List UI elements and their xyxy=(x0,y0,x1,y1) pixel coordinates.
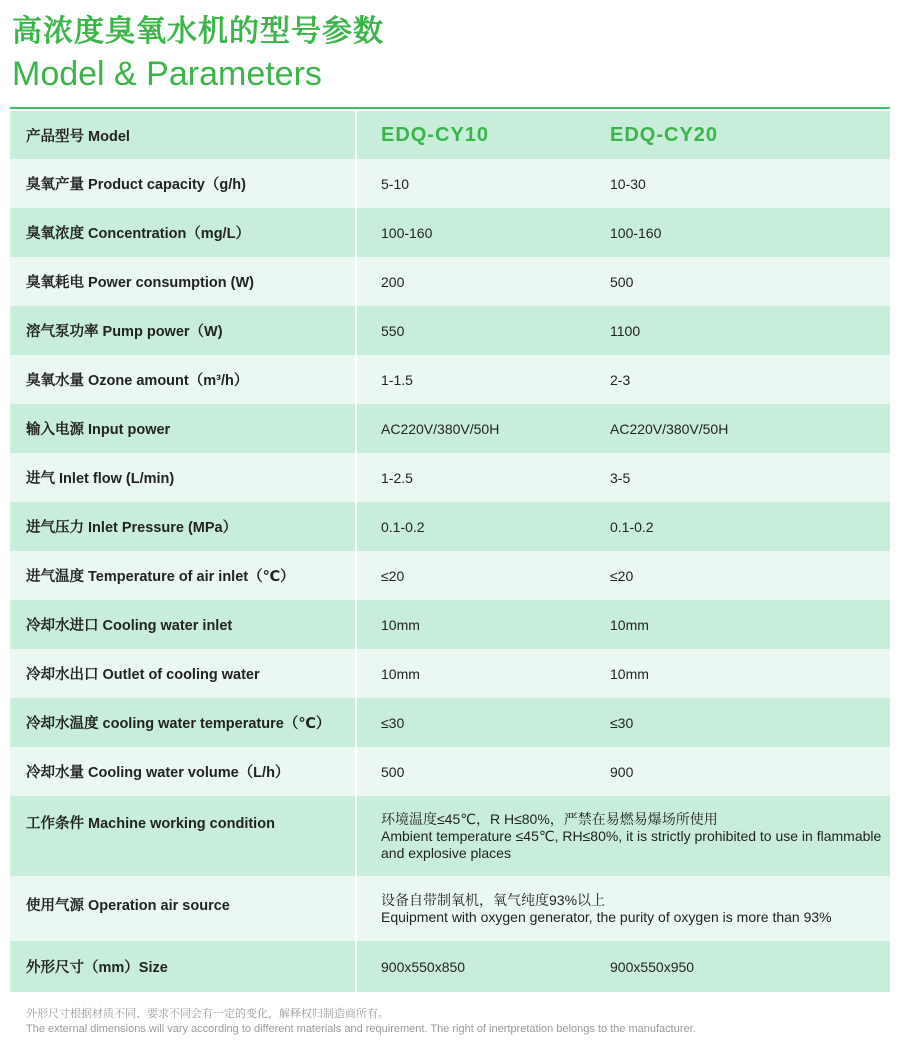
value-cy10: 10mm xyxy=(356,649,586,698)
table-row xyxy=(10,404,890,453)
value-cy20: ≤30 xyxy=(586,698,890,747)
value-cy10: AC220V/380V/50H xyxy=(356,404,586,453)
row-label: 冷却水进口 Cooling water inlet xyxy=(10,600,356,649)
value-cy20: ≤20 xyxy=(586,551,890,600)
row-label: 臭氧水量 Ozone amount（m³/h） xyxy=(10,355,356,404)
value-cy10: 550 xyxy=(356,306,586,355)
table-row xyxy=(10,208,890,257)
row-label: 臭氧产量 Product capacity（g/h) xyxy=(10,159,356,208)
title-english: Model & Parameters xyxy=(12,55,322,93)
footnote xyxy=(26,1007,886,1037)
table-row xyxy=(10,257,890,306)
table-row-working-condition xyxy=(10,796,890,876)
value-cy20: AC220V/380V/50H xyxy=(586,404,890,453)
table-row xyxy=(10,649,890,698)
value-cy10: 200 xyxy=(356,257,586,306)
row-label: 进气温度 Temperature of air inlet（℃） xyxy=(10,551,356,600)
value-cy10: 500 xyxy=(356,747,586,796)
row-label: 进气 Inlet flow (L/min) xyxy=(10,453,356,502)
row-label: 外形尺寸（mm）Size xyxy=(10,941,356,992)
working-condition-en: Ambient temperature ≤45℃, RH≤80%, it is strictly prohibited to use in flammable and explosive places xyxy=(381,827,882,861)
table-row-size xyxy=(10,941,890,992)
working-condition-value xyxy=(356,796,890,876)
value-cy20: 3-5 xyxy=(586,453,890,502)
working-condition-cn: 环境温度≤45℃，R H≤80%，严禁在易燃易爆场所使用 xyxy=(381,810,718,827)
value-cy20: 100-160 xyxy=(586,208,890,257)
model-cy20: EDQ-CY20 xyxy=(586,111,890,159)
row-label: 冷却水温度 cooling water temperature（℃） xyxy=(10,698,356,747)
value-cy10: 0.1-0.2 xyxy=(356,502,586,551)
row-label: 进气压力 Inlet Pressure (MPa） xyxy=(10,502,356,551)
table-row xyxy=(10,159,890,208)
table-row xyxy=(10,355,890,404)
title-chinese: 高浓度臭氧水机的型号参数 xyxy=(12,14,384,49)
header-divider xyxy=(10,107,890,109)
table-row xyxy=(10,453,890,502)
footnote-en: The external dimensions will vary according to different materials and requirement. The right of inertpretation belongs to the manufacturer. xyxy=(26,1023,696,1035)
value-cy10: ≤20 xyxy=(356,551,586,600)
row-label: 产品型号 Model xyxy=(10,111,356,159)
page-header xyxy=(12,12,384,94)
table-row xyxy=(10,600,890,649)
value-cy20: 900x550x950 xyxy=(586,941,890,992)
row-label: 使用气源 Operation air source xyxy=(10,876,356,941)
value-cy20: 10-30 xyxy=(586,159,890,208)
model-cy10: EDQ-CY10 xyxy=(356,111,586,159)
row-label: 臭氧浓度 Concentration（mg/L） xyxy=(10,208,356,257)
value-cy20: 500 xyxy=(586,257,890,306)
row-label: 工作条件 Machine working condition xyxy=(10,796,356,876)
row-label: 冷却水出口 Outlet of cooling water xyxy=(10,649,356,698)
value-cy10: 10mm xyxy=(356,600,586,649)
value-cy10: 5-10 xyxy=(356,159,586,208)
value-cy10: 1-1.5 xyxy=(356,355,586,404)
table-row xyxy=(10,551,890,600)
table-row xyxy=(10,698,890,747)
row-label: 溶气泵功率 Pump power（W) xyxy=(10,306,356,355)
value-cy10: 100-160 xyxy=(356,208,586,257)
value-cy10: 1-2.5 xyxy=(356,453,586,502)
parameters-table xyxy=(10,111,890,992)
row-label: 冷却水量 Cooling water volume（L/h） xyxy=(10,747,356,796)
table-row xyxy=(10,502,890,551)
row-label: 臭氧耗电 Power consumption (W) xyxy=(10,257,356,306)
value-cy10: 900x550x850 xyxy=(356,941,586,992)
table-row xyxy=(10,747,890,796)
table-row-air-source xyxy=(10,876,890,941)
value-cy20: 2-3 xyxy=(586,355,890,404)
air-source-cn: 设备自带制氧机，氧气纯度93%以上 xyxy=(381,891,606,908)
row-label: 输入电源 Input power xyxy=(10,404,356,453)
value-cy20: 10mm xyxy=(586,600,890,649)
footnote-cn: 外形尺寸根据材质不同、要求不同会有一定的变化，解释权归制造商所有。 xyxy=(26,1008,389,1020)
value-cy20: 0.1-0.2 xyxy=(586,502,890,551)
value-cy20: 900 xyxy=(586,747,890,796)
table-row-model xyxy=(10,111,890,159)
air-source-value xyxy=(356,876,890,941)
value-cy10: ≤30 xyxy=(356,698,586,747)
air-source-en: Equipment with oxygen generator, the purity of oxygen is more than 93% xyxy=(381,908,832,925)
value-cy20: 10mm xyxy=(586,649,890,698)
value-cy20: 1100 xyxy=(586,306,890,355)
table-row xyxy=(10,306,890,355)
